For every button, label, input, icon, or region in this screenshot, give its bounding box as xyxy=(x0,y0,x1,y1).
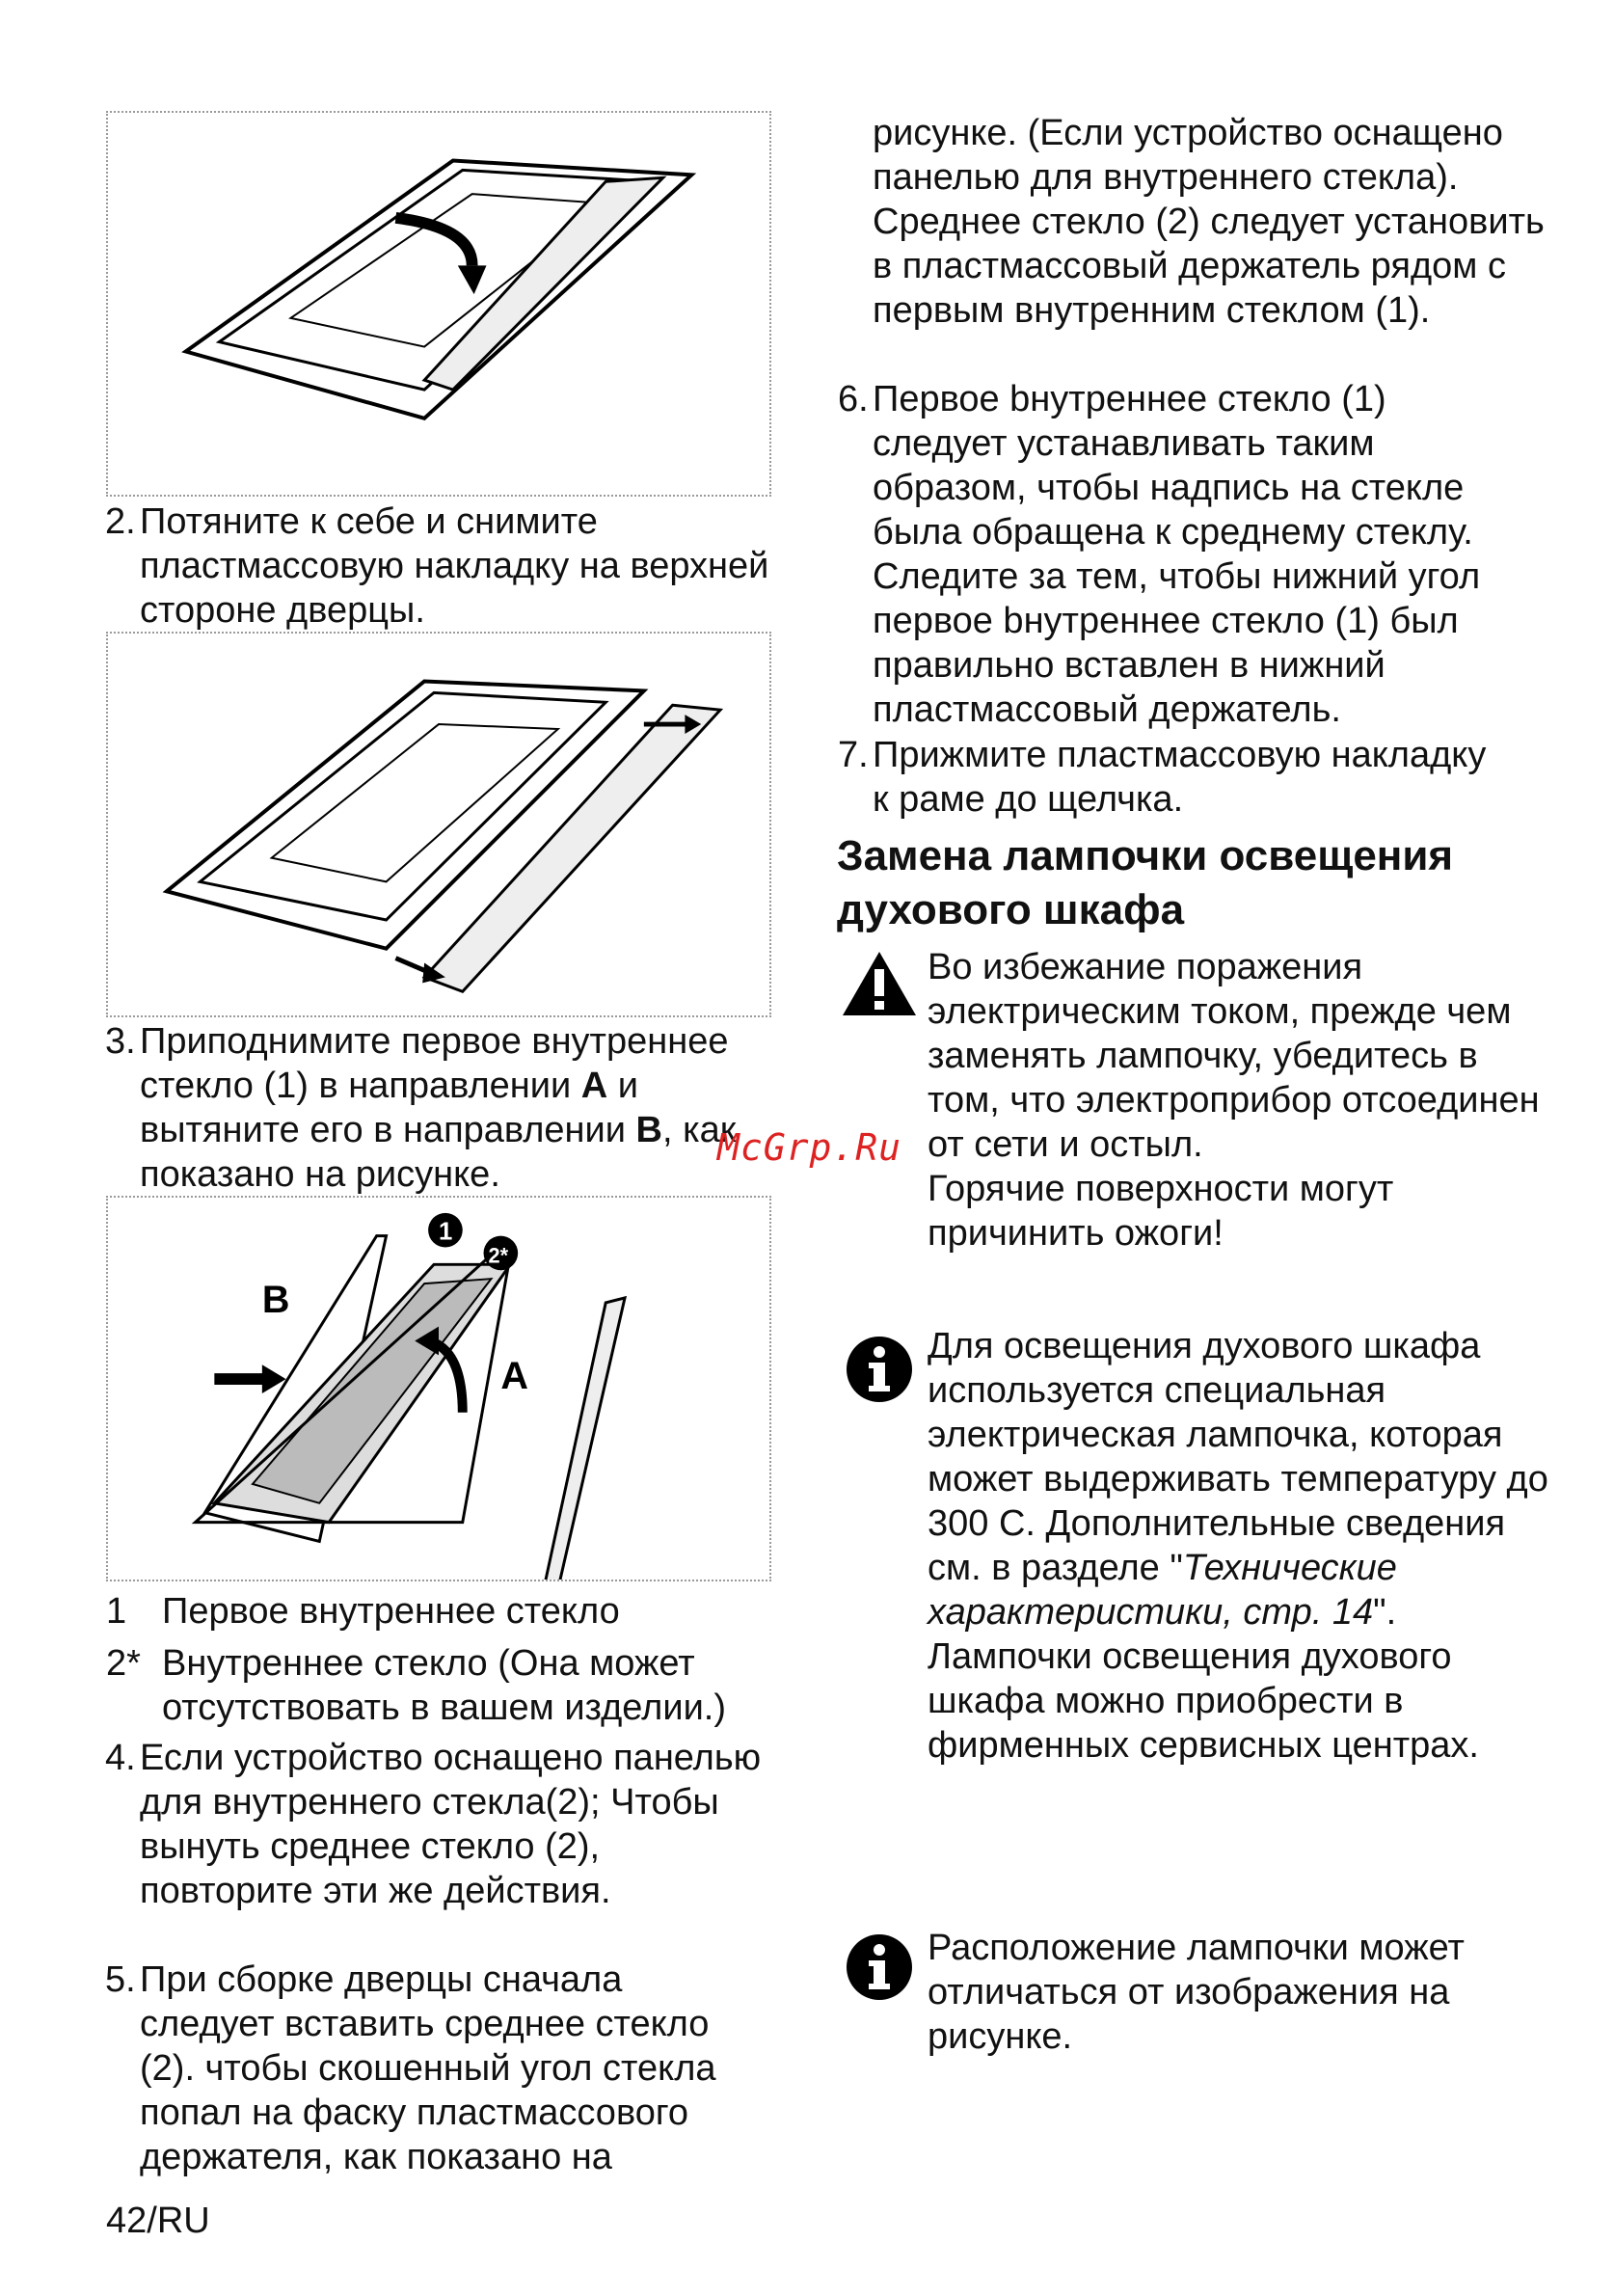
section-heading: Замена лампочки освещения духового шкафа xyxy=(837,832,1454,933)
glass-removal-illustration xyxy=(108,1198,769,1580)
warning-text-hot: Горячие поверхности могут причинить ожоги! xyxy=(928,1169,1394,1254)
info-text-2 xyxy=(928,1926,1554,2059)
step-7 xyxy=(838,733,1509,822)
step-5-continued-text: рисунке. (Если устройство оснащено панелью для внутреннего стекла). Среднее стекло (2) следует установить в пластмассовый держатель рядом с первым внутренним стеклом (1). xyxy=(873,113,1545,331)
info-icon xyxy=(846,1336,913,1403)
step-2-text: Потяните к себе и снимите пластмассовую накладку на верхней стороне дверцы. xyxy=(140,501,769,631)
label-1: 1 xyxy=(439,1218,453,1246)
step-4 xyxy=(105,1736,767,1913)
step-2 xyxy=(105,500,776,633)
door-cover-illustration xyxy=(108,113,769,495)
page-number: 42/RU xyxy=(106,2201,210,2241)
info-1-text-pre: Для освещения духового шкафа используется специальная электрическая лампочка, которая может выдерживать температуру до 300 С. Дополнительные сведения см. в разделе " xyxy=(928,1326,1548,1588)
step-2-number: 2. xyxy=(105,501,136,542)
step-3-number: 3. xyxy=(105,1021,136,1062)
legend-text-1: Первое внутреннее стекло xyxy=(162,1591,620,1632)
step-4-text: Если устройство оснащено панелью для внутреннего стекла(2); Чтобы вынуть среднее стекло (2), повторите эти же действия. xyxy=(140,1738,762,1911)
figure-remove-glass xyxy=(106,1196,771,1581)
step-3-text-a: Приподнимите первое внутреннее стекло (1) в направлении xyxy=(140,1021,729,1106)
legend-text-2: Внутреннее стекло (Она может отсутствовать в вашем изделии.) xyxy=(162,1643,727,1728)
step-7-text: Прижмите пластмассовую накладку к раме до щелчка. xyxy=(873,735,1487,820)
info-icon xyxy=(846,1933,913,2001)
step-5-continued xyxy=(873,111,1547,333)
step-4-number: 4. xyxy=(105,1738,136,1778)
figure-remove-cover xyxy=(106,111,771,497)
info-text-1 xyxy=(928,1324,1554,1768)
label-2: 2* xyxy=(488,1243,509,1268)
step-5-number: 5. xyxy=(105,1959,136,2000)
legend-num-2: 2* xyxy=(106,1643,141,1684)
legend-num-1: 1 xyxy=(106,1591,127,1632)
door-slide-illustration xyxy=(108,634,769,1015)
warning-icon xyxy=(841,950,918,1017)
step-7-number: 7. xyxy=(838,735,869,775)
label-a: A xyxy=(500,1355,528,1397)
step-6 xyxy=(838,377,1528,732)
label-b: B xyxy=(261,1278,290,1321)
warning-text-main: Во избежание поражения электрическим током, прежде чем заменять лампочку, убедитесь в том, что электроприбор отсоединен от сети и остыл. xyxy=(928,947,1540,1165)
direction-a-label: A xyxy=(580,1066,608,1106)
step-5-text: При сборке дверцы сначала следует вставить среднее стекло (2). чтобы скошенный угол стекла попал на фаску пластмассового держателя, как показано на xyxy=(140,1959,716,2177)
figure-slide-cover xyxy=(106,632,771,1017)
watermark: McGrp.Ru xyxy=(717,1126,902,1169)
direction-b-label: B xyxy=(635,1110,662,1150)
legend-item-2 xyxy=(106,1641,781,1728)
step-6-number: 6. xyxy=(838,379,869,419)
info-1-text-post: ". Лампочки освещения духового шкафа можно приобрести в фирменных сервисных центрах. xyxy=(928,1592,1479,1766)
step-3-text-b: и вытяните его в направлении xyxy=(140,1066,639,1150)
info-1-reference: Технические характеристики, стр. 14 xyxy=(928,1548,1397,1633)
step-5 xyxy=(105,1958,767,2179)
step-3-text-c: , как показано на рисунке. xyxy=(140,1110,737,1195)
warning-text xyxy=(928,945,1554,1256)
info-2-text: Расположение лампочки может отличаться от изображения на рисунке. xyxy=(928,1928,1465,2057)
step-3 xyxy=(105,1019,776,1197)
step-6-text: Первое bнутреннее стекло (1) следует устанавливать таким образом, чтобы надпись на стекле была обращена к среднему стеклу. Следите за тем, чтобы нижний угол первое bнутреннее стекло (1) был правильно вставлен в нижний пластмассовый держатель. xyxy=(873,379,1481,730)
legend-item-1 xyxy=(106,1589,781,1634)
